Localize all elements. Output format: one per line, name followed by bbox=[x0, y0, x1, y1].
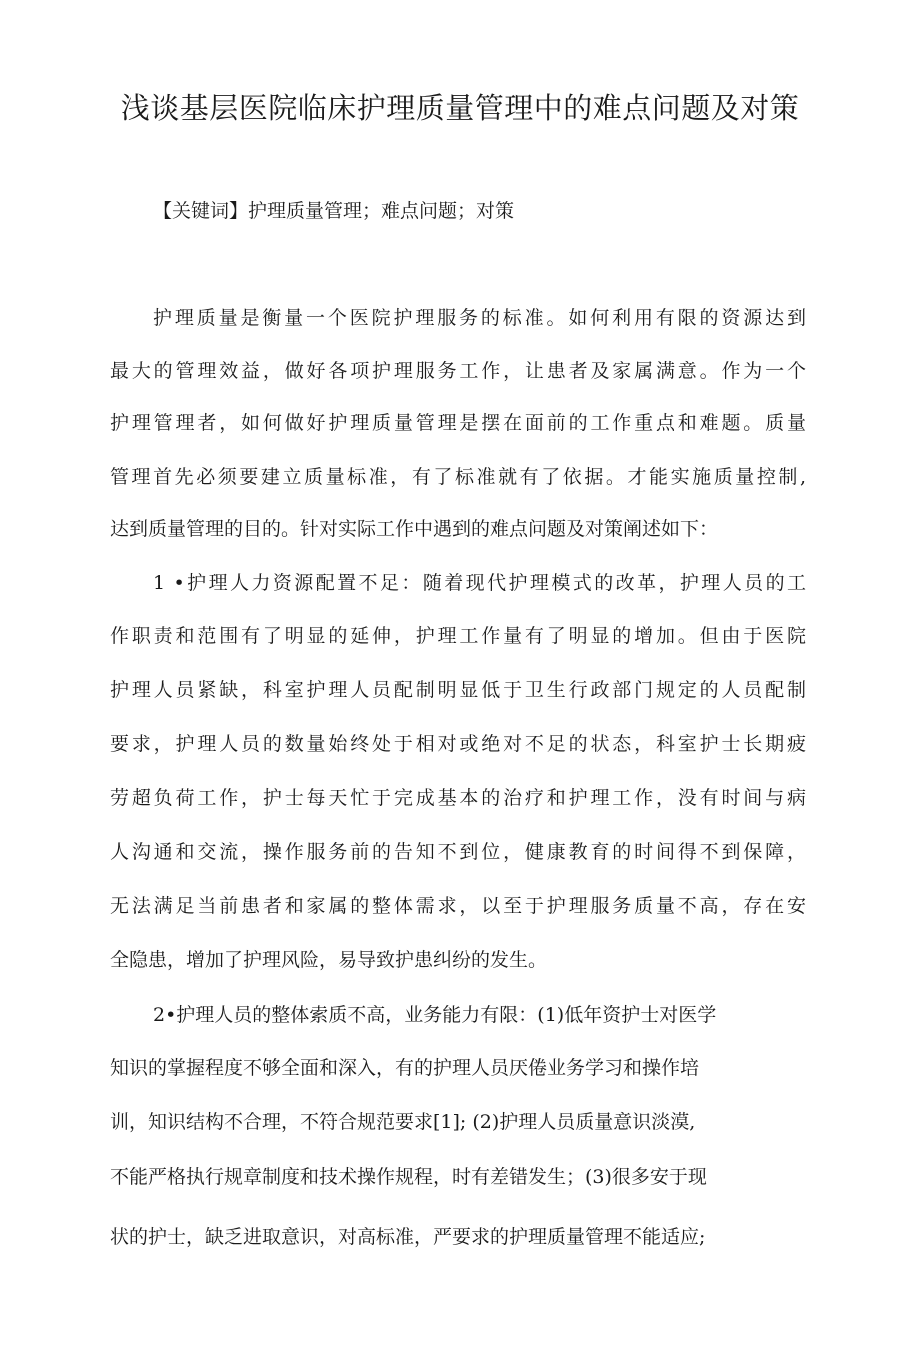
paragraph-line: 劳超负荷工作，护士每天忙于完成基本的治疗和护理工作，没有时间与病 bbox=[110, 787, 806, 809]
document-title: 浅谈基层医院临床护理质量管理中的难点问题及对策 bbox=[120, 91, 800, 125]
paragraph-line: 不能严格执行规章制度和技术操作规程，时有差错发生；(3)很多安于现 bbox=[110, 1166, 707, 1188]
paragraph-line: 护理质量是衡量一个医院护理服务的标准。如何利用有限的资源达到 bbox=[153, 307, 806, 329]
paragraph-line: 护理人员紧缺，科室护理人员配制明显低于卫生行政部门规定的人员配制 bbox=[110, 679, 806, 701]
keywords-line: 【关键词】护理质量管理；难点问题；对策 bbox=[153, 200, 515, 222]
paragraph-line: 作职责和范围有了明显的延伸，护理工作量有了明显的增加。但由于医院 bbox=[110, 625, 806, 647]
paragraph-line: 人沟通和交流，操作服务前的告知不到位，健康教育的时间得不到保障， bbox=[110, 841, 806, 863]
paragraph-line: 状的护士，缺乏进取意识，对高标准，严要求的护理质量管理不能适应; bbox=[110, 1226, 706, 1248]
paragraph-line: 护理管理者，如何做好护理质量管理是摆在面前的工作重点和难题。质量 bbox=[110, 412, 806, 434]
paragraph-line: 训，知识结构不合理，不符合规范要求[1]; (2)护理人员质量意识淡漠, bbox=[110, 1111, 696, 1133]
paragraph-line: 达到质量管理的目的。针对实际工作中遇到的难点问题及对策阐述如下： bbox=[110, 518, 719, 540]
paragraph-line: 无法满足当前患者和家属的整体需求，以至于护理服务质量不高，存在安 bbox=[110, 895, 806, 917]
paragraph-line: 知识的掌握程度不够全面和深入，有的护理人员厌倦业务学习和操作培 bbox=[110, 1057, 700, 1079]
paragraph-line: 最大的管理效益，做好各项护理服务工作，让患者及家属满意。作为一个 bbox=[110, 360, 806, 382]
paragraph-line: 全隐患，增加了护理风险，易导致护患纠纷的发生。 bbox=[110, 949, 548, 971]
paragraph-line: 要求，护理人员的数量始终处于相对或绝对不足的状态，科室护士长期疲 bbox=[110, 733, 806, 755]
paragraph-line: 管理首先必须要建立质量标准，有了标准就有了依据。才能实施质量控制, bbox=[110, 466, 806, 488]
paragraph-line: 1 •护理人力资源配置不足：随着现代护理模式的改革，护理人员的工 bbox=[153, 572, 806, 594]
paragraph-line: 2•护理人员的整体索质不高，业务能力有限：(1)低年资护士对医学 bbox=[153, 1004, 717, 1026]
